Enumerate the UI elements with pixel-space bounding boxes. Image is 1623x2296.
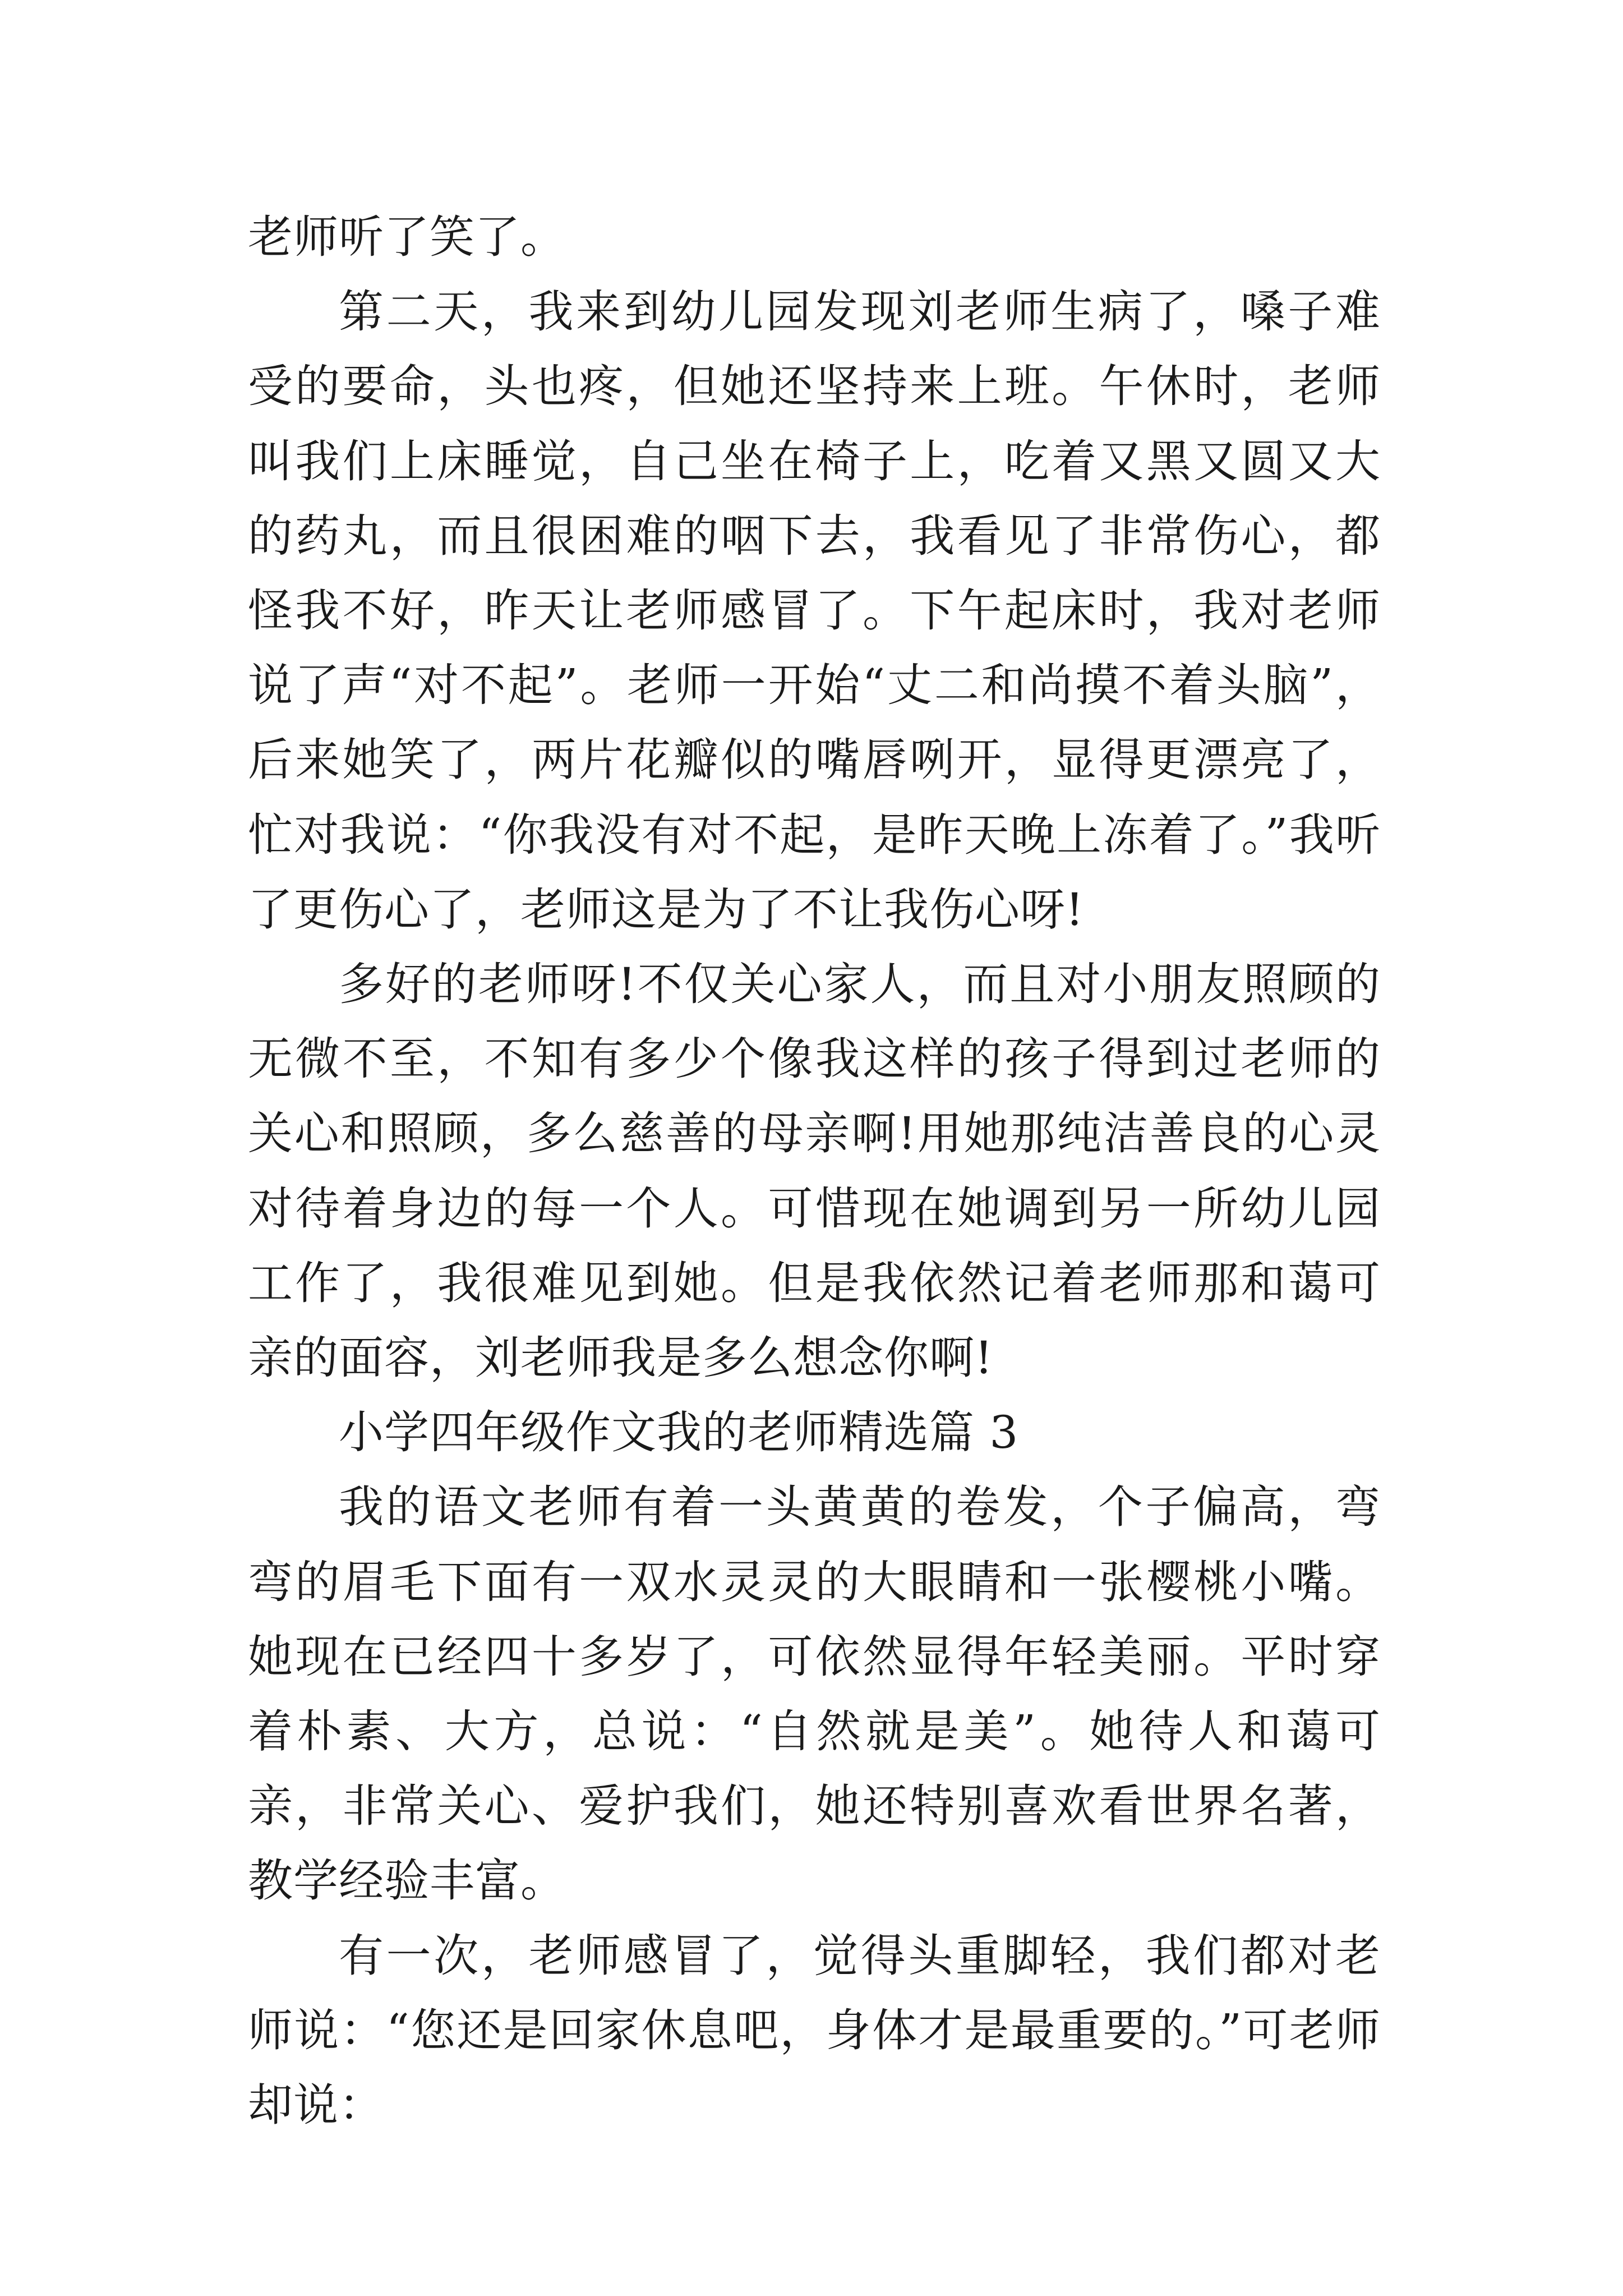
section-heading: 小学四年级作文我的老师精选篇 3 bbox=[339, 1406, 1019, 1459]
document-body bbox=[248, 200, 1381, 2142]
paragraph-continuation: 老师听了笑了。 bbox=[248, 211, 566, 263]
paragraph-teacher-sick: 第二天，我来到幼儿园发现刘老师生病了，嗓子难受的要命，头也疼，但她还坚持来上班。午休时，老师叫我们上床睡觉，自己坐在椅子上，吃着又黑又圆又大的药丸，而且很困难的咽下去，我看见了非常伤心，都怪我不好，昨天让老师感冒了。下午起床时，我对老师说了声“对不起”。老师一开始“丈二和尚摸不着头脑”，后来她笑了，两片花瓣似的嘴唇咧开，显得更漂亮了，忙对我说：“你我没有对不起，是昨天晚上冻着了。”我听了更伤心了，老师这是为了不让我伤心呀! bbox=[248, 286, 1381, 936]
paragraph-good-teacher: 多好的老师呀!不仅关心家人，而且对小朋友照顾的无微不至，不知有多少个像我这样的孩子得到过老师的关心和照顾，多么慈善的母亲啊!用她那纯洁善良的心灵对待着身边的每一个人。可惜现在她调到另一所幼儿园工作了，我很难见到她。但是我依然记着老师那和蔼可亲的面容，刘老师我是多么想念你啊! bbox=[248, 958, 1381, 1384]
paragraph-teacher-cold: 有一次，老师感冒了，觉得头重脚轻，我们都对老师说：“您还是回家休息吧，身体才是最重要的。”可老师却说： bbox=[248, 1929, 1381, 2132]
paragraph-chinese-teacher: 我的语文老师有着一头黄黄的卷发，个子偏高，弯弯的眉毛下面有一双水灵灵的大眼睛和一张樱桃小嘴。她现在已经四十多岁了，可依然显得年轻美丽。平时穿着朴素、大方，总说：“自然就是美”。她待人和蔼可亲，非常关心、爱护我们，她还特别喜欢看世界名著，教学经验丰富。 bbox=[248, 1481, 1381, 1907]
